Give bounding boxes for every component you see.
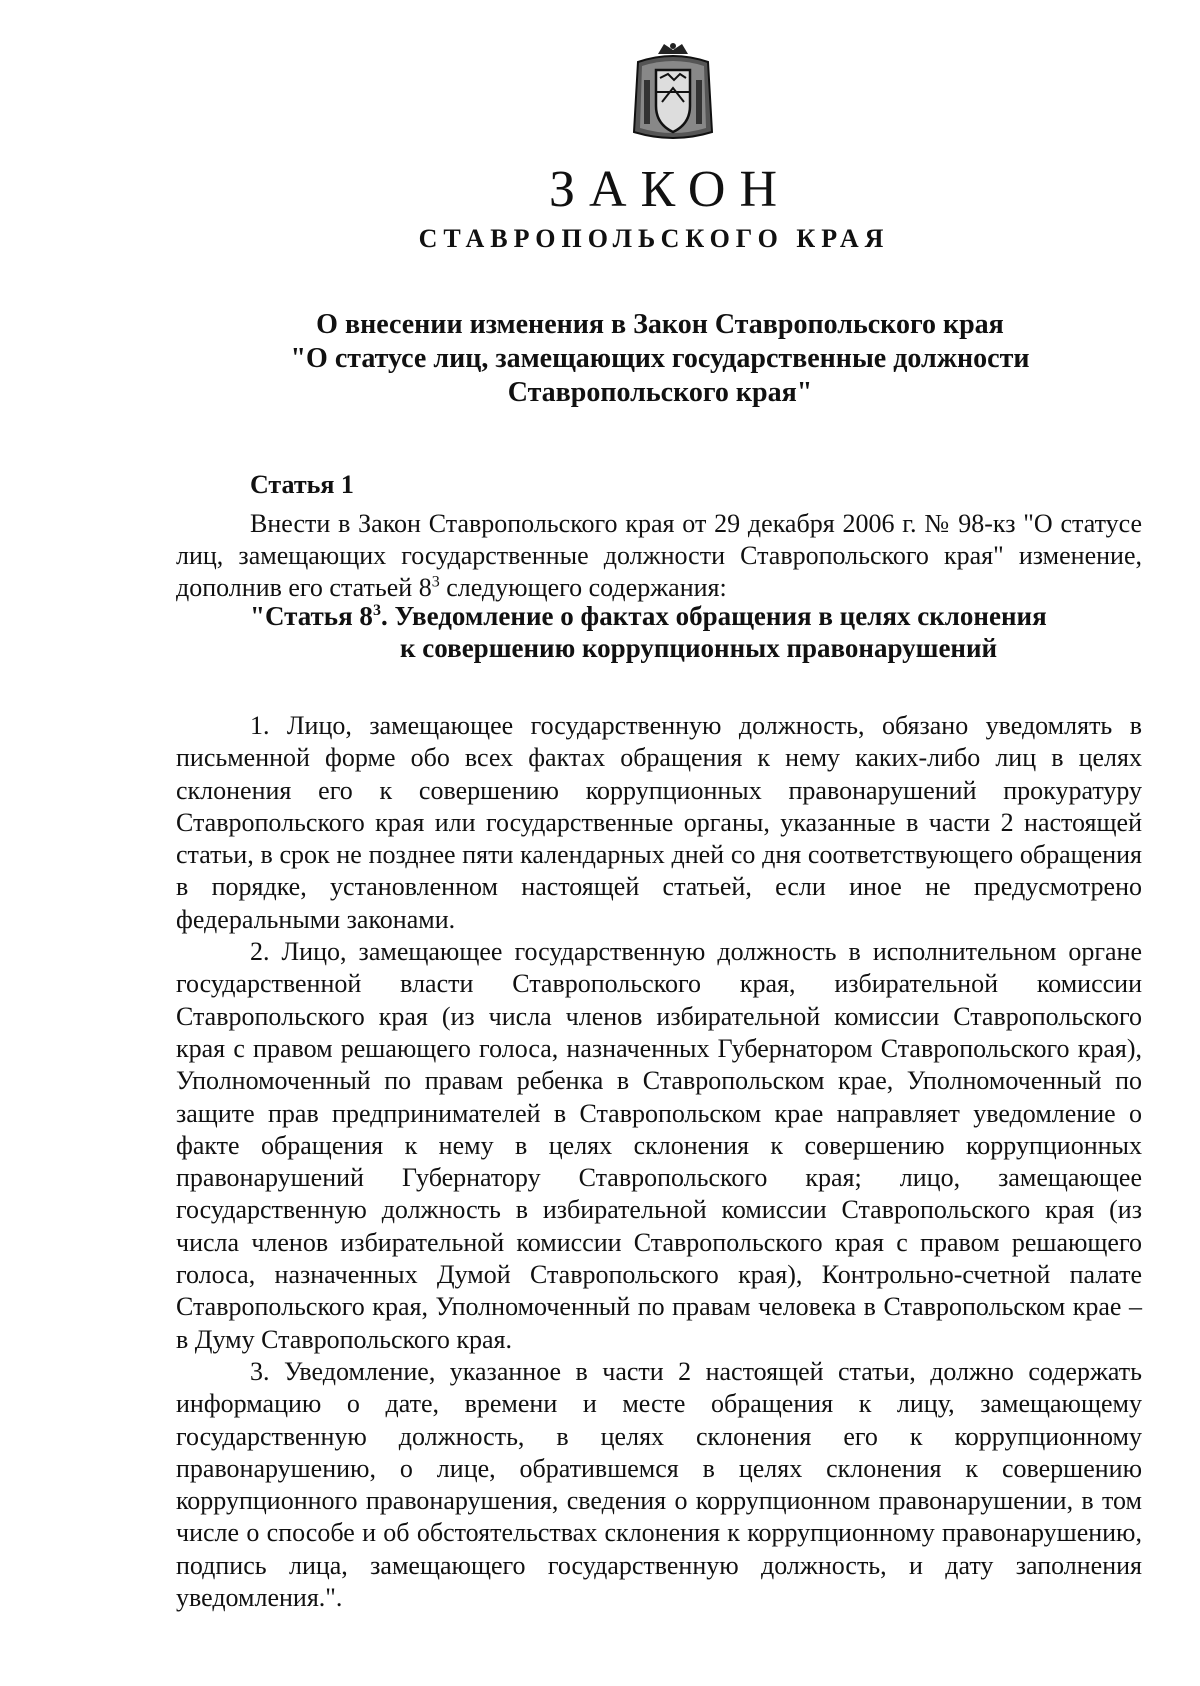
law-heading <box>260 308 1060 410</box>
article-intro <box>176 508 1142 604</box>
new-article-prefix: "Статья 8 <box>250 601 373 631</box>
intro-superscript: 3 <box>431 573 440 591</box>
article-title: Статья 1 <box>250 470 354 499</box>
heading-line: О внесении изменения в Закон Ставропольского края <box>316 309 1004 340</box>
heading-line: "О статусе лиц, замещающих государственные должности <box>290 343 1030 374</box>
article-body <box>176 700 1142 1614</box>
paragraph-1: 1. Лицо, замещающее государственную должность, обязано уведомлять в письменной форме обо всех фактах обращения к нему каких-либо лиц в целях склонения его к совершению коррупционных правонарушений прокуратуру Ставропольского края или государственные органы, указанные в части 2 настоящей статьи, в срок не позднее пяти календарных дней со дня соответствующего обращения в порядке, установленном настоящей статьей, если иное не предусмотрено федеральными законами. <box>176 711 1142 934</box>
new-article-title-line1: . Уведомление о фактах обращения в целях склонения <box>380 601 1047 631</box>
document-title: ЗАКОН <box>548 161 792 218</box>
paragraph-3: 3. Уведомление, указанное в части 2 настоящей статьи, должно содержать информацию о дате, времени и месте обращения к лицу, замещающему государственную должность, в целях склонения его к коррупционному правонарушению, о лице, обратившемся в целях склонения к совершению коррупционного правонарушения, сведения о коррупционном правонарушении, в том числе о способе и об обстоятельствах склонения к коррупционному правонарушению, подпись лица, замещающего государственную должность, и дату заполнения уведомления.". <box>176 1356 1142 1613</box>
new-article-superscript: 3 <box>372 602 381 619</box>
intro-text-end: следующего содержания: <box>439 573 727 602</box>
new-article-heading <box>250 600 1130 664</box>
paragraph-2: 2. Лицо, замещающее государственную должность в исполнительном органе государственной власти Ставропольского края, избирательной комиссии Ставропольского края (из числа членов избирательной комиссии Ставропольского края с правом решающего голоса, назначенных Губернатором Ставропольского края), Уполномоченный по правам ребенка в Ставропольском крае, Уполномоченный по защите прав предпринимателей в Ставропольском крае направляет уведомление о факте обращения к нему в целях склонения к совершению коррупционных правонарушений Губернатору Ставропольского края; лицо, замещающее государственную должность в избирательной комиссии Ставропольского края (из числа членов избирательной комиссии Ставропольского края с правом решающего голоса, назначенных Думой Ставропольского края), Контрольно-счетной палате Ставропольского края, Уполномоченный по правам человека в Ставропольском крае – в Думу Ставропольского края. <box>176 937 1142 1354</box>
coat-of-arms-icon <box>628 40 718 144</box>
heading-line: Ставропольского края" <box>507 377 813 408</box>
intro-text: Внести в Закон Ставропольского края от 29 декабря 2006 г. № 98-кз "О статусе лиц, замещающих государственные должности Ставропольского края" изменение, дополнив его статьей 8 <box>176 509 1142 602</box>
new-article-title-line2: к совершению коррупционных правонарушений <box>400 633 998 663</box>
document-subtitle: СТАВРОПОЛЬСКОГО КРАЯ <box>418 224 890 253</box>
